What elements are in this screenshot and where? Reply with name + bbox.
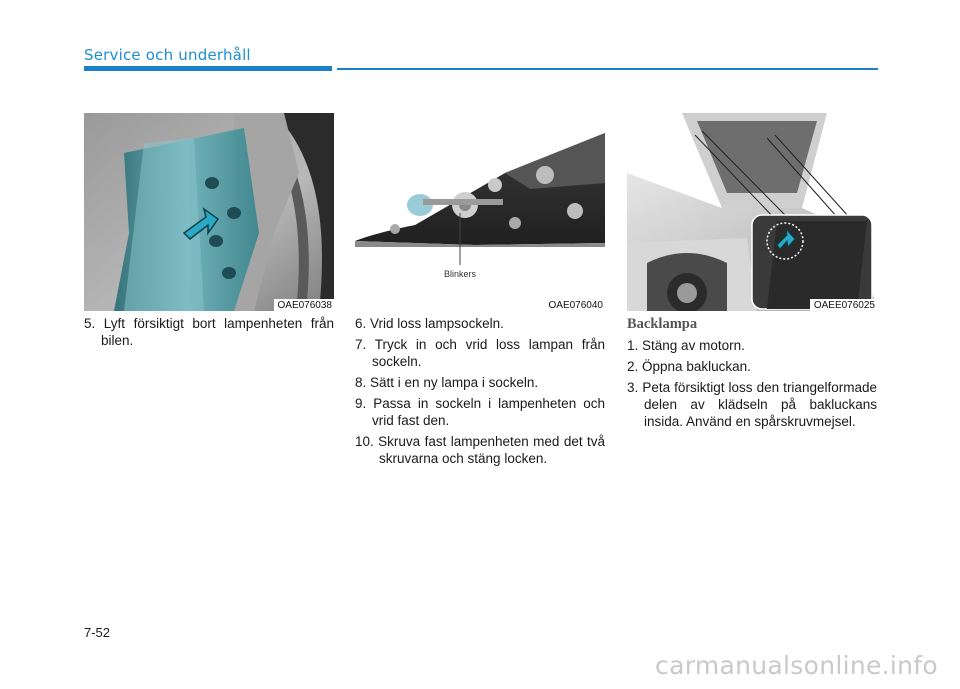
figure-code: OAEE076025 — [810, 299, 877, 311]
steps-list — [627, 337, 877, 430]
header-section-title: Service och underhåll — [84, 46, 251, 64]
header-rule-thick — [84, 66, 332, 71]
tailgate-illustration — [627, 113, 877, 311]
figure-lamp-unit-removal — [84, 113, 334, 311]
callout-blinkers: Blinkers — [443, 269, 477, 279]
header-rule-thin — [337, 68, 878, 70]
watermark: carmanualsonline.info — [655, 651, 938, 680]
step-item: 3. Peta försiktigt loss den triangelformade delen av klädseln på bakluckans insida. Använd en spårskruvmejsel. — [627, 380, 877, 429]
step-item: 6. Vrid loss lampsockeln. — [355, 316, 504, 331]
step-item: 1. Stäng av motorn. — [627, 338, 745, 353]
page-number: 7-52 — [84, 625, 111, 640]
rear-lamp-illustration — [355, 113, 605, 311]
lamp-unit-illustration — [84, 113, 334, 311]
figure-code: OAE076040 — [545, 299, 606, 311]
figure-open-tailgate — [627, 113, 877, 311]
step-item: 5. Lyft försiktigt bort lampenheten från bilen. — [84, 316, 334, 348]
column-1-text — [84, 315, 334, 353]
column-3-text — [627, 315, 877, 434]
figure-rear-lamp-assembly — [355, 113, 605, 311]
step-item: 10. Skruva fast lampenheten med det två skruvarna och stäng locken. — [355, 434, 605, 466]
step-item: 9. Passa in sockeln i lampenheten och vrid fast den. — [355, 396, 605, 428]
column-2-text — [355, 315, 605, 471]
steps-list — [84, 315, 334, 349]
step-item: 8. Sätt i en ny lampa i sockeln. — [355, 375, 539, 390]
steps-list — [355, 315, 605, 467]
step-item: 2. Öppna bakluckan. — [627, 359, 751, 374]
step-item: 7. Tryck in och vrid loss lampan från sockeln. — [355, 337, 605, 369]
figure-code: OAE076038 — [274, 299, 335, 311]
section-heading-backlampa: Backlampa — [627, 316, 698, 332]
